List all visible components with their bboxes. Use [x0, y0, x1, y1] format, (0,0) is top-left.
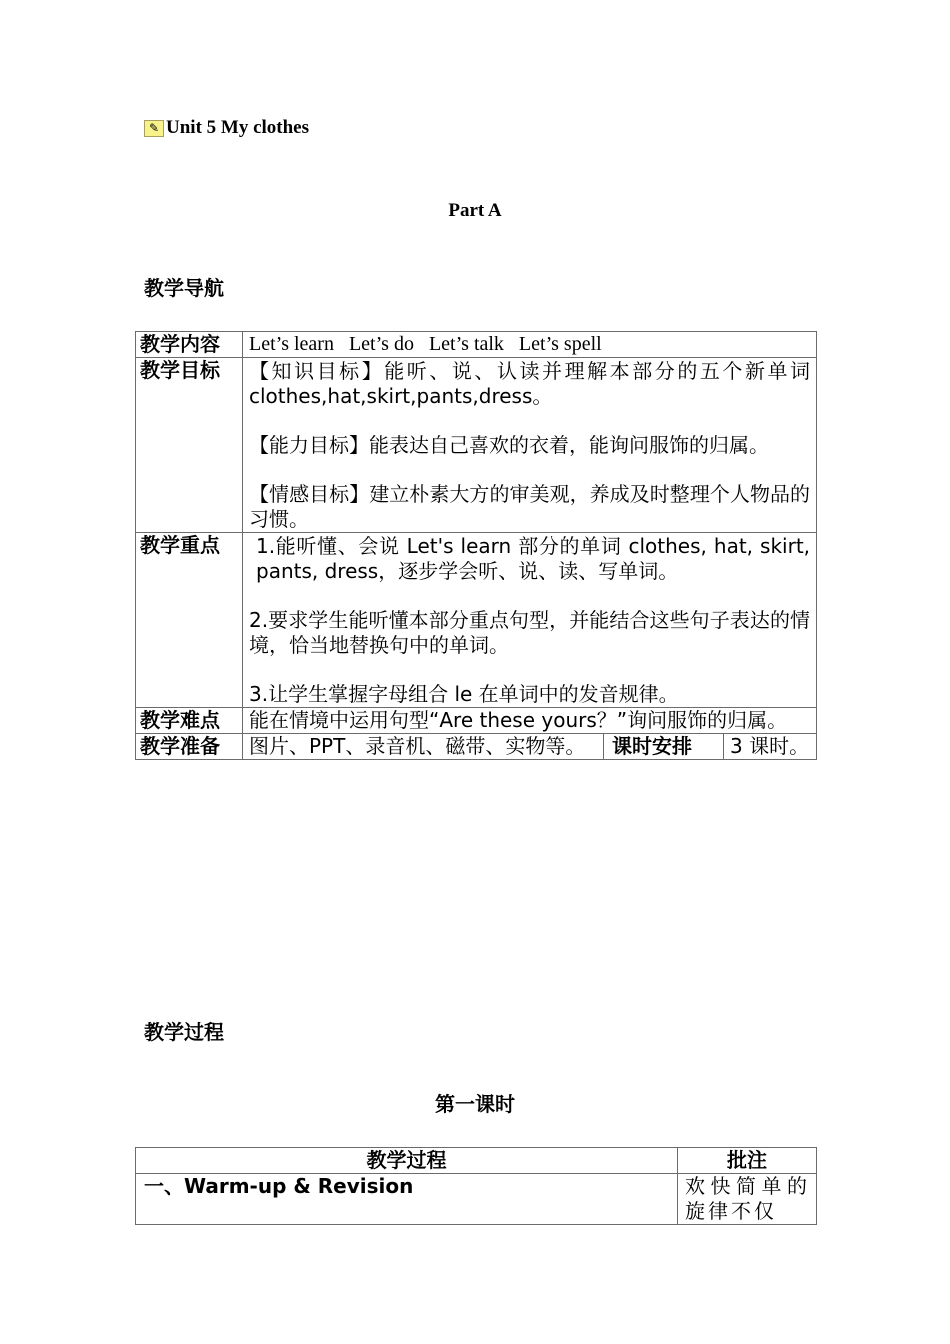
key-point-1: 1.能听懂、会说 Let's learn 部分的单词 clothes, hat, skirt, pants, dress，逐步学会听、说、读、写单词。	[256, 534, 811, 583]
teaching-process-table	[135, 1147, 817, 1225]
table-row-content	[136, 332, 817, 358]
row-label-objectives: 教学目标	[136, 358, 243, 533]
teaching-navigation-table	[135, 331, 817, 760]
table-row-difficulties	[136, 708, 817, 734]
row-label-difficulties: 教学难点	[136, 708, 243, 734]
document-note-icon: ✎	[144, 120, 164, 137]
process-section-heading: 教学过程	[144, 1020, 224, 1044]
ability-objective: 【能力目标】能表达自己喜欢的衣着，能询问服饰的归属。	[249, 433, 769, 457]
row-label-preparation: 教学准备	[136, 734, 243, 760]
key-points-value	[243, 533, 817, 708]
lesson-title: 第一课时	[435, 1092, 515, 1116]
schedule-label: 课时安排	[604, 734, 724, 760]
key-point-2: 2.要求学生能听懂本部分重点句型，并能结合这些句子表达的情境，恰当地替换句中的单词。	[249, 608, 811, 657]
table-row-preparation	[136, 734, 817, 760]
table-row-objectives	[136, 358, 817, 533]
table-row-key-points	[136, 533, 817, 708]
difficulties-value: 能在情境中运用句型“Are these yours？”询问服饰的归属。	[243, 708, 817, 734]
process-note: 欢快简单的旋律不仅	[678, 1174, 817, 1225]
content-value: Let’s learn Let’s do Let’s talk Let’s spell	[243, 332, 817, 358]
column-header-notes: 批注	[678, 1148, 817, 1174]
part-title: Part A	[448, 200, 502, 221]
unit-title	[144, 117, 309, 139]
row-label-content: 教学内容	[136, 332, 243, 358]
key-point-3: 3.让学生掌握字母组合 le 在单词中的发音规律。	[249, 682, 679, 706]
knowledge-objective: 【知识目标】能听、说、认读并理解本部分的五个新单词 clothes,hat,skirt,pants,dress。	[249, 359, 811, 408]
table-row	[136, 1174, 817, 1225]
preparation-value: 图片、PPT、录音机、磁带、实物等。	[243, 734, 604, 760]
row-label-key-points: 教学重点	[136, 533, 243, 708]
table-header-row	[136, 1148, 817, 1174]
emotion-objective: 【情感目标】建立朴素大方的审美观，养成及时整理个人物品的习惯。	[249, 482, 811, 531]
objectives-value	[243, 358, 817, 533]
column-header-process: 教学过程	[136, 1148, 678, 1174]
process-step-text: 一、Warm-up & Revision	[144, 1174, 414, 1198]
unit-title-text: Unit 5 My clothes	[166, 117, 310, 138]
process-step	[136, 1174, 678, 1225]
nav-section-heading: 教学导航	[144, 276, 224, 300]
schedule-value: 3 课时。	[724, 734, 817, 760]
